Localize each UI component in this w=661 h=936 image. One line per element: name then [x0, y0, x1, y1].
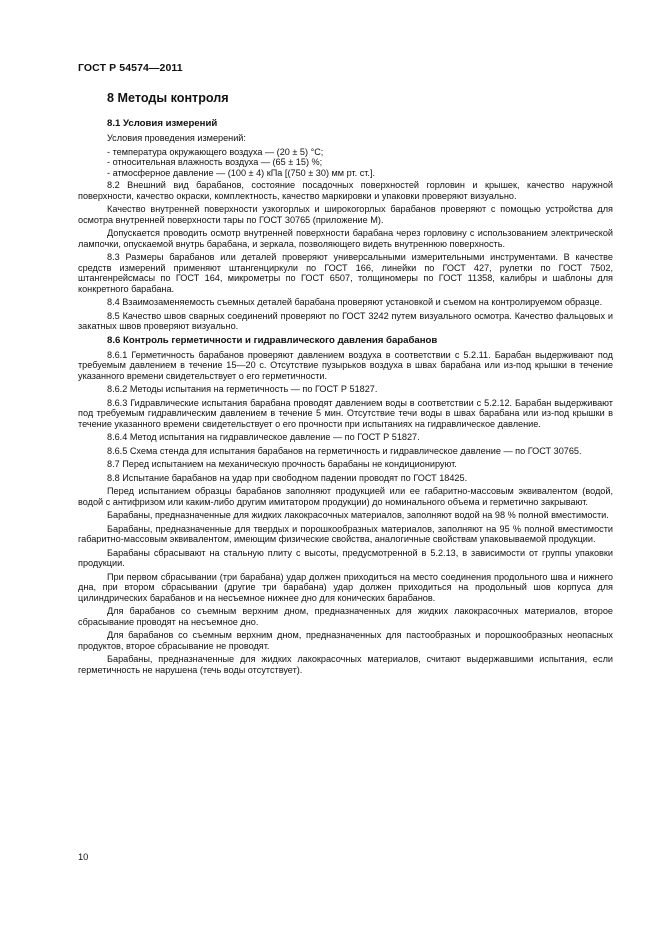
paragraph-8-4: 8.4 Взаимозаменяемость съемных деталей барабана проверяют установкой и съемом на контролируемом образце.	[107, 297, 603, 307]
page-number: 10	[78, 852, 89, 862]
paragraph-8-8-drop-height: Барабаны сбрасывают на стальную плиту с высоты, предусмотренной в 5.2.13, в зависимости от группы упаковки продукции.	[78, 547, 613, 568]
paragraph-intro: Условия проведения измерений:	[107, 133, 246, 143]
paragraph-8-5: 8.5 Качество швов сварных соединений проверяют по ГОСТ 3242 путем визуального осмотра. Качество фальцовых и закатных швов проверяют визуально.	[78, 310, 613, 331]
paragraph-8-6-3: 8.6.3 Гидравлические испытания барабана проводят давлением воды в соответствии с 5.2.12. Барабан выдерживают под требуемым гидравлическим давлением в течение 5 мин. Отсутствие течи воды в швах барабана или из-под крышки в течение указанного времени свидетельствует о его прочности при испытаниях на гидравлическое давление.	[78, 397, 613, 429]
condition-humidity: - относительная влажность воздуха — (65 ± 15) %;	[107, 157, 323, 167]
document-page	[78, 62, 613, 678]
paragraph-8-8-solid: Барабаны, предназначенные для твердых и порошкообразных материалов, заполняют на 95 % полной вместимости габаритно-массовым эквивалентом, имеющим физические свойства, аналогичные свойствам упаковываемой продукции.	[78, 523, 613, 544]
paragraph-8-3: 8.3 Размеры барабанов или деталей проверяют универсальными измерительными инструментами. В качестве средств измерений применяют штангенциркули по ГОСТ 166, линейки по ГОСТ 427, рулетки по ГОСТ 7502, штангенрейсмасы по ГОСТ 164, микрометры по ГОСТ 6507, толщиномеры по ГОСТ 11358, калибры и шаблоны для конкретного барабана.	[78, 252, 613, 294]
paragraph-8-6-4: 8.6.4 Метод испытания на гидравлическое давление — по ГОСТ Р 51827.	[107, 432, 420, 442]
paragraph-8-2: 8.2 Внешний вид барабанов, состояние посадочных поверхностей горловин и крышек, качество наружной поверхности, качество окраски, комплектность, качество маркировки и упаковки проверяют визуально.	[78, 180, 613, 201]
subsection-8-1-title: 8.1 Условия измерений	[107, 118, 218, 129]
condition-temperature: - температура окружающего воздуха — (20 ± 5) °C;	[107, 146, 324, 157]
paragraph-8-6-5: 8.6.5 Схема стенда для испытания барабанов на герметичность и гидравлическое давление — по ГОСТ 30765.	[107, 445, 582, 456]
section-title: 8 Методы контроля	[107, 91, 229, 105]
paragraph-8-6-1: 8.6.1 Герметичность барабанов проверяют давлением воздуха в соответствии с 5.2.11. Барабан выдерживают под требуемым давлением в течение 15—20 с. Отсутствие пузырьков воздуха в швах барабана или из-под крышки в течение указанного времени свидетельствует о его герметичности.	[78, 349, 613, 381]
paragraph-8-8-filling: Перед испытанием образцы барабанов заполняют продукцией или ее габаритно-массовым эквивалентом (водой, водой с антифризом или каким-либо другим имитатором продукции) до номинального объема и герметично закрывают.	[78, 486, 613, 507]
paragraph-8-2-inspection: Допускается проводить осмотр внутренней поверхности барабана через горловину с использованием электрической лампочки, опускаемой внутрь барабана, и зеркала, позволяющего видеть внутреннюю поверхность.	[78, 228, 613, 249]
paragraph-8-8-removable-paste: Для барабанов со съемным верхним дном, предназначенных для пастообразных и порошкообразных неопасных продуктов, второе сбрасывание не проводят.	[78, 630, 613, 651]
paragraph-8-8-result: Барабаны, предназначенные для жидких лакокрасочных материалов, считают выдержавшими испытания, если герметичность не нарушена (течь воды отсутствует).	[78, 654, 613, 675]
condition-pressure: - атмосферное давление — (100 ± 4) кПа [(750 ± 30) мм рт. ст.].	[107, 167, 376, 178]
section-8-6-body	[78, 350, 613, 676]
document-code: ГОСТ Р 54574—2011	[78, 62, 183, 74]
paragraph-8-2-inner-surface: Качество внутренней поверхности узкогорлых и широкогорлых барабанов проверяют с помощью устройства для осмотра внутренней поверхности тары по ГОСТ 30765 (приложение М).	[78, 204, 613, 225]
section-8-body	[78, 133, 613, 332]
subsection-8-6-title: 8.6 Контроль герметичности и гидравлического давления барабанов	[107, 334, 438, 346]
paragraph-8-8: 8.8 Испытание барабанов на удар при свободном падении проводят по ГОСТ 18425.	[107, 472, 468, 483]
paragraph-8-8-liquid: Барабаны, предназначенные для жидких лакокрасочных материалов, заполняют водой на 98 % полной вместимости.	[107, 510, 609, 520]
paragraph-8-8-removable-liquid: Для барабанов со съемным верхним дном, предназначенных для жидких лакокрасочных материалов, второе сбрасывание проводят на несъемное дно.	[78, 606, 613, 627]
paragraph-8-7: 8.7 Перед испытанием на механическую прочность барабаны не кондиционируют.	[107, 459, 457, 469]
paragraph-8-6-2: 8.6.2 Методы испытания на герметичность — по ГОСТ Р 51827.	[107, 384, 378, 394]
paragraph-8-8-first-drop: При первом сбрасывании (три барабана) удар должен приходиться на место соединения продольного шва и нижнего дна, при втором сбрасывании (другие три барабана) удар должен приходиться на продольный шов корпуса для цилиндрических барабанов и на несъемное нижнее дно для конических барабанов.	[78, 571, 613, 603]
